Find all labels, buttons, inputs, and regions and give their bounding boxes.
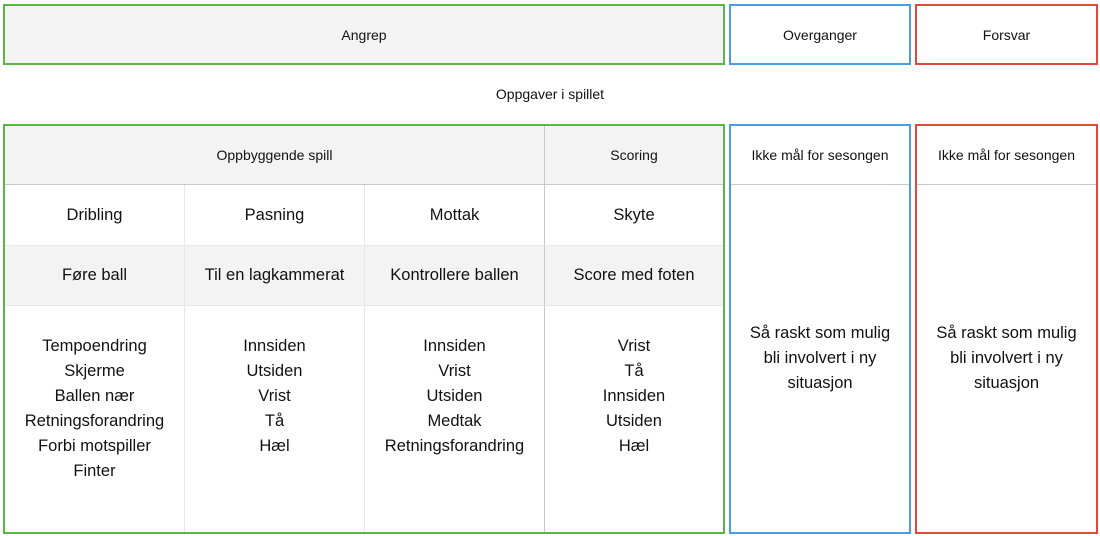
technique-cell: [545, 306, 723, 532]
list-item: Vrist: [258, 387, 291, 405]
forsvar-text: Så raskt som mulig bli involvert i ny situasjon: [936, 324, 1077, 392]
forsvar-panel: [915, 124, 1098, 534]
overganger-status: Ikke mål for sesongen: [731, 126, 909, 185]
overganger-panel: [729, 124, 911, 534]
skill-name: Dribling: [5, 185, 185, 246]
list-item: Hæl: [259, 437, 290, 455]
forsvar-header: [915, 4, 1098, 65]
list-item: Vrist: [617, 337, 651, 355]
list-item: Retningsforandring: [384, 437, 525, 455]
subtitle: Oppgaver i spillet: [495, 86, 605, 102]
skill-name: Skyte: [545, 185, 723, 246]
list-item: Finter: [73, 462, 116, 480]
list-item: Skjerme: [64, 362, 125, 380]
list-item: Innsiden: [243, 337, 306, 355]
skill-goal: Til en lagkammerat: [185, 246, 365, 306]
overganger-header: [729, 4, 911, 65]
technique-cell: [365, 306, 545, 532]
skill-name: Pasning: [185, 185, 365, 246]
group-oppbyggende: Oppbyggende spill: [5, 126, 545, 185]
overganger-text: Så raskt som mulig bli involvert i ny situasjon: [749, 324, 891, 392]
group-scoring: Scoring: [545, 126, 723, 185]
list-item: Utsiden: [426, 387, 483, 405]
list-item: Utsiden: [246, 362, 303, 380]
list-item: Hæl: [618, 437, 650, 455]
list-item: Tå: [624, 362, 644, 380]
list-item: Forbi motspiller: [38, 437, 151, 455]
angrep-header-label: Angrep: [341, 26, 387, 43]
skill-goal: Kontrollere ballen: [365, 246, 545, 306]
list-item: Retningsforandring: [24, 412, 165, 430]
list-item: Medtak: [427, 412, 482, 430]
skill-goal: Føre ball: [5, 246, 185, 306]
skill-goal: Score med foten: [545, 246, 723, 306]
list-item: Tå: [264, 412, 285, 430]
overganger-header-label: Overganger: [783, 26, 857, 43]
technique-list: [603, 334, 665, 459]
technique-cell: [5, 306, 185, 532]
technique-list: [385, 334, 524, 459]
technique-list: [243, 334, 305, 459]
technique-cell: [185, 306, 365, 532]
list-item: Ballen nær: [54, 387, 135, 405]
list-item: Utsiden: [606, 412, 662, 430]
angrep-header: [3, 4, 725, 65]
technique-list: [25, 334, 164, 484]
skill-name: Mottak: [365, 185, 545, 246]
forsvar-header-label: Forsvar: [982, 26, 1031, 43]
forsvar-status: Ikke mål for sesongen: [917, 126, 1096, 185]
list-item: Tempoendring: [42, 337, 147, 355]
list-item: Innsiden: [602, 387, 666, 405]
list-item: Innsiden: [423, 337, 486, 355]
angrep-table: [3, 124, 725, 534]
list-item: Vrist: [438, 362, 471, 380]
